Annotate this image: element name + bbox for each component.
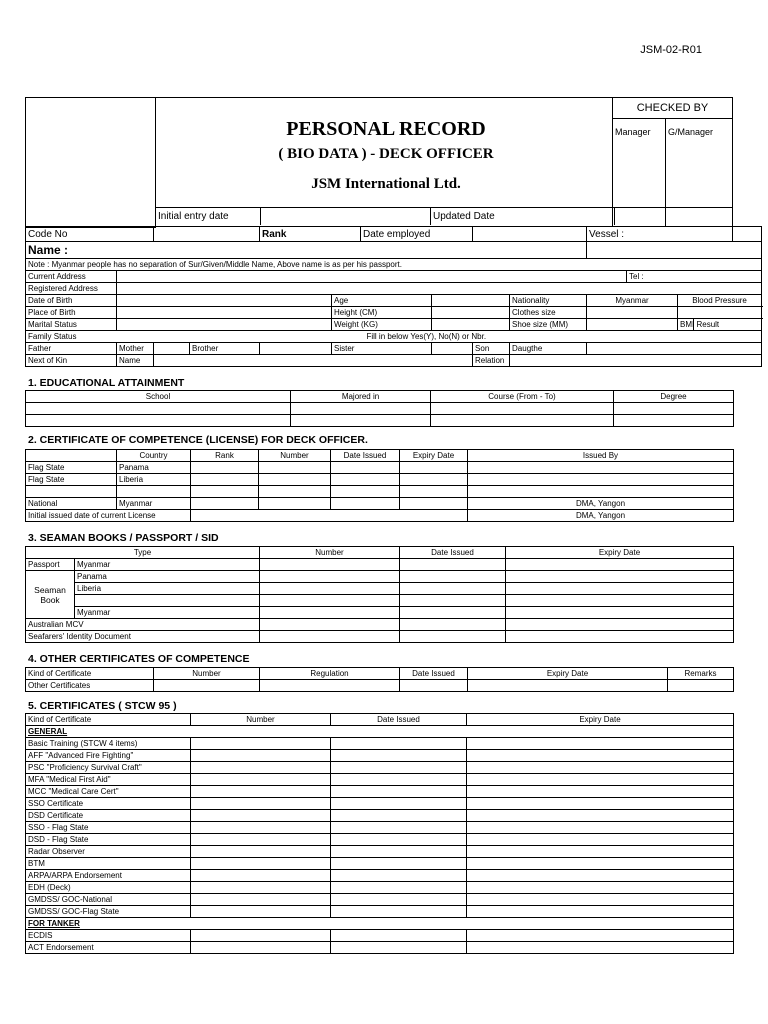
other-cert-date-issued[interactable] — [400, 680, 468, 692]
license-issued-by[interactable]: DMA, Yangon — [468, 498, 734, 510]
mcv-expiry[interactable] — [506, 619, 734, 631]
seaman-book-expiry[interactable] — [506, 607, 734, 619]
table-row — [26, 619, 734, 631]
certificate-number[interactable] — [191, 798, 331, 810]
certificate-name: BTM — [26, 858, 191, 870]
company-name: JSM International Ltd. — [311, 176, 461, 192]
certificate-number[interactable] — [191, 882, 331, 894]
major-field[interactable] — [291, 403, 431, 415]
general-group-text: GENERAL — [28, 727, 68, 736]
bmi-label: BMI Result — [678, 319, 694, 331]
seaman-book-country — [75, 595, 260, 607]
form-code: JSM-02-R01 — [640, 44, 702, 56]
certificate-name: MCC "Medical Care Cert" — [26, 786, 191, 798]
name-label: Name : — [26, 242, 587, 259]
certificate-date-issued[interactable] — [331, 810, 467, 822]
other-cert-header-row — [26, 668, 734, 680]
section-1-title: 1. EDUCATIONAL ATTAINMENT — [28, 377, 185, 389]
education-table — [25, 390, 734, 427]
certificate-date-issued[interactable] — [331, 894, 467, 906]
table-row — [26, 571, 734, 583]
sid-number[interactable] — [260, 631, 400, 643]
column-header: Date Issued — [331, 714, 467, 726]
license-field[interactable] — [259, 474, 331, 486]
table-row — [26, 774, 734, 786]
certificate-number[interactable] — [191, 942, 331, 954]
course-field[interactable] — [431, 403, 614, 415]
degree-field[interactable] — [614, 415, 734, 427]
license-field[interactable] — [400, 474, 468, 486]
certificate-date-issued[interactable] — [331, 774, 467, 786]
seaman-book-country: Panama — [75, 571, 260, 583]
daughter-field[interactable] — [587, 343, 762, 355]
column-header: Type — [26, 547, 260, 559]
license-issued-by[interactable] — [468, 474, 734, 486]
brother-field[interactable] — [260, 343, 332, 355]
vessel-label: Vessel : — [587, 227, 762, 242]
certificate-date-issued[interactable] — [331, 750, 467, 762]
other-cert-number[interactable] — [154, 680, 260, 692]
seaman-header-row — [26, 547, 734, 559]
seaman-book-date-issued[interactable] — [400, 607, 506, 619]
certificate-expiry[interactable] — [467, 882, 734, 894]
license-field[interactable] — [191, 462, 259, 474]
updated-date-label: Updated Date — [433, 211, 495, 222]
general-group — [26, 726, 734, 738]
seaman-book-number[interactable] — [260, 607, 400, 619]
age-field[interactable] — [432, 295, 510, 307]
column-header: Course (From - To) — [431, 391, 614, 403]
mcv-number[interactable] — [260, 619, 400, 631]
table-row — [26, 786, 734, 798]
father-label: Father — [26, 343, 117, 355]
sid-label: Seafarers' Identity Document — [26, 631, 260, 643]
certificate-date-issued[interactable] — [331, 870, 467, 882]
table-row — [26, 510, 734, 522]
certificate-expiry[interactable] — [467, 810, 734, 822]
column-header: Majored in — [291, 391, 431, 403]
marital-status-field[interactable] — [117, 319, 332, 331]
certificate-name: SSO - Flag State — [26, 822, 191, 834]
certificate-date-issued[interactable] — [331, 798, 467, 810]
column-header: Regulation — [260, 668, 400, 680]
certificate-expiry[interactable] — [467, 822, 734, 834]
license-label: Flag State — [26, 474, 117, 486]
column-header: Date Issued — [331, 450, 400, 462]
seaman-book-table — [25, 546, 734, 643]
marital-status-label: Marital Status — [26, 319, 117, 331]
license-field[interactable] — [259, 498, 331, 510]
license-country: Myanmar — [117, 498, 191, 510]
column-header: Kind of Certificate — [26, 668, 154, 680]
certificate-expiry[interactable] — [467, 942, 734, 954]
relation-label: Relation — [473, 355, 510, 367]
certificate-number[interactable] — [191, 738, 331, 750]
certificate-number[interactable] — [191, 870, 331, 882]
clothes-size-field[interactable] — [587, 307, 678, 319]
table-row — [26, 738, 734, 750]
table-row — [26, 750, 734, 762]
certificate-name: PSC "Proficiency Survival Craft" — [26, 762, 191, 774]
kin-name-label: Name — [117, 355, 154, 367]
initial-issued-field[interactable] — [191, 510, 468, 522]
license-country — [117, 486, 191, 498]
certificate-number[interactable] — [191, 762, 331, 774]
certificate-name: ARPA/ARPA Endorsement — [26, 870, 191, 882]
sister-label: Sister — [332, 343, 432, 355]
sid-date-issued[interactable] — [400, 631, 506, 643]
mcv-date-issued[interactable] — [400, 619, 506, 631]
code-no-label: Code No — [26, 227, 154, 242]
seaman-book-expiry[interactable] — [506, 595, 734, 607]
certificate-number[interactable] — [191, 858, 331, 870]
column-header: Expiry Date — [468, 668, 668, 680]
license-field[interactable] — [259, 462, 331, 474]
name-extra-field[interactable] — [587, 242, 762, 259]
certificate-expiry[interactable] — [467, 738, 734, 750]
passport-expiry[interactable] — [506, 559, 734, 571]
certificate-date-issued[interactable] — [331, 882, 467, 894]
table-row — [26, 870, 734, 882]
license-field[interactable] — [331, 498, 400, 510]
certificate-number[interactable] — [191, 774, 331, 786]
license-label — [26, 486, 117, 498]
license-field[interactable] — [259, 486, 331, 498]
dob-label: Date of Birth — [26, 295, 117, 307]
date-employed-field[interactable] — [473, 227, 587, 242]
certificate-expiry[interactable] — [467, 870, 734, 882]
column-header: Country — [117, 450, 191, 462]
column-header: Number — [154, 668, 260, 680]
column-header: Expiry Date — [400, 450, 468, 462]
section-3-title: 3. SEAMAN BOOKS / PASSPORT / SID — [28, 532, 219, 544]
certificate-expiry[interactable] — [467, 906, 734, 918]
certificate-expiry[interactable] — [467, 858, 734, 870]
course-field[interactable] — [431, 415, 614, 427]
passport-date-issued[interactable] — [400, 559, 506, 571]
certificate-expiry[interactable] — [467, 834, 734, 846]
nationality-value: Myanmar — [587, 295, 678, 307]
certificate-expiry[interactable] — [467, 894, 734, 906]
license-field[interactable] — [331, 486, 400, 498]
seaman-book-date-issued[interactable] — [400, 583, 506, 595]
license-country: Liberia — [117, 474, 191, 486]
column-header: Number — [260, 547, 400, 559]
certificate-date-issued[interactable] — [331, 942, 467, 954]
seaman-book-expiry[interactable] — [506, 571, 734, 583]
stcw-table — [25, 713, 734, 954]
photo-box[interactable] — [26, 98, 156, 228]
personal-details-table — [25, 226, 762, 367]
certificate-name: SSO Certificate — [26, 798, 191, 810]
column-header: School — [26, 391, 291, 403]
certificate-name: Basic Training (STCW 4 items) — [26, 738, 191, 750]
license-header-row — [26, 450, 734, 462]
weight-field[interactable] — [432, 319, 510, 331]
registered-address-label: Registered Address — [26, 283, 117, 295]
table-row — [26, 726, 734, 738]
seaman-book-number[interactable] — [260, 595, 400, 607]
certificate-date-issued[interactable] — [331, 846, 467, 858]
checked-by-label: CHECKED BY — [613, 98, 732, 119]
dob-field[interactable] — [117, 295, 332, 307]
table-row — [26, 858, 734, 870]
sister-field[interactable] — [432, 343, 473, 355]
australian-mcv-label: Australian MCV — [26, 619, 260, 631]
other-cert-regulation[interactable] — [260, 680, 400, 692]
section-2-title: 2. CERTIFICATE OF COMPETENCE (LICENSE) FOR DECK OFFICER. — [28, 434, 368, 446]
table-row — [26, 631, 734, 643]
table-row — [26, 474, 734, 486]
column-header: Date Issued — [400, 547, 506, 559]
certificate-name: GMDSS/ GOC-National — [26, 894, 191, 906]
school-field[interactable] — [26, 403, 291, 415]
current-address-field[interactable] — [117, 271, 627, 283]
certificate-date-issued[interactable] — [331, 762, 467, 774]
pob-field[interactable] — [117, 307, 332, 319]
certificate-date-issued[interactable] — [331, 786, 467, 798]
certificate-date-issued[interactable] — [331, 906, 467, 918]
certificate-expiry[interactable] — [467, 750, 734, 762]
registered-address-field[interactable] — [117, 283, 762, 295]
next-of-kin-label: Next of Kin — [26, 355, 117, 367]
table-row — [26, 583, 734, 595]
certificate-name: DSD Certificate — [26, 810, 191, 822]
table-row — [26, 882, 734, 894]
other-cert-expiry[interactable] — [468, 680, 668, 692]
certificate-date-issued[interactable] — [331, 930, 467, 942]
blood-pressure-label: Blood Pressure — [678, 295, 762, 307]
table-row — [26, 894, 734, 906]
table-row — [26, 822, 734, 834]
current-address-label: Current Address — [26, 271, 117, 283]
seaman-book-number[interactable] — [260, 583, 400, 595]
license-field[interactable] — [191, 498, 259, 510]
initial-issued-by: DMA, Yangon — [468, 510, 734, 522]
license-field[interactable] — [191, 474, 259, 486]
other-certificates-table — [25, 667, 734, 692]
license-field[interactable] — [400, 498, 468, 510]
degree-field[interactable] — [614, 403, 734, 415]
column-header: Degree — [614, 391, 734, 403]
brother-label: Brother — [190, 343, 260, 355]
table-row — [26, 486, 734, 498]
certificate-name: ACT Endorsement — [26, 942, 191, 954]
section-4-title: 4. OTHER CERTIFICATES OF COMPETENCE — [28, 653, 250, 665]
certificate-name: EDH (Deck) — [26, 882, 191, 894]
tel-label: Tel : — [627, 271, 762, 283]
seaman-book-country: Liberia — [75, 583, 260, 595]
column-header: Kind of Certificate — [26, 714, 191, 726]
seaman-book-number[interactable] — [260, 571, 400, 583]
other-cert-label: Other Certificates — [26, 680, 154, 692]
certificate-number[interactable] — [191, 750, 331, 762]
license-label: National — [26, 498, 117, 510]
initial-entry-label: Initial entry date — [158, 211, 229, 222]
column-header: Number — [191, 714, 331, 726]
license-label: Flag State — [26, 462, 117, 474]
table-row — [26, 559, 734, 571]
certificate-expiry[interactable] — [467, 774, 734, 786]
certificate-number[interactable] — [191, 822, 331, 834]
major-field[interactable] — [291, 415, 431, 427]
school-field[interactable] — [26, 415, 291, 427]
stcw-header-row — [26, 714, 734, 726]
code-no-field[interactable] — [154, 227, 260, 242]
column-header: Rank — [191, 450, 259, 462]
column-header — [26, 450, 117, 462]
license-issued-by[interactable] — [468, 462, 734, 474]
clothes-size-label: Clothes size — [510, 307, 587, 319]
seaman-book-date-issued[interactable] — [400, 595, 506, 607]
table-row — [26, 462, 734, 474]
certificate-name: ECDIS — [26, 930, 191, 942]
date-employed-label: Date employed — [361, 227, 473, 242]
age-label: Age — [332, 295, 432, 307]
manager-label: Manager — [615, 127, 651, 137]
license-issued-by[interactable] — [468, 486, 734, 498]
certificate-number[interactable] — [191, 786, 331, 798]
passport-number[interactable] — [260, 559, 400, 571]
blood-pressure-field[interactable] — [678, 307, 762, 319]
education-header-row — [26, 391, 734, 403]
license-field[interactable] — [400, 462, 468, 474]
license-field[interactable] — [331, 462, 400, 474]
entry-date-row — [156, 207, 732, 225]
relation-field[interactable] — [510, 355, 762, 367]
certificate-date-issued[interactable] — [331, 822, 467, 834]
certificate-number[interactable] — [191, 834, 331, 846]
seaman-book-country: Myanmar — [75, 607, 260, 619]
column-header: Expiry Date — [467, 714, 734, 726]
passport-label: Passport — [26, 559, 75, 571]
sid-expiry[interactable] — [506, 631, 734, 643]
license-country: Panama — [117, 462, 191, 474]
certificate-name: Radar Observer — [26, 846, 191, 858]
table-row — [26, 906, 734, 918]
certificate-date-issued[interactable] — [331, 738, 467, 750]
mother-field[interactable] — [154, 343, 190, 355]
table-row — [26, 834, 734, 846]
fill-note: Fill in below Yes(Y), No(N) or Nbr. — [366, 332, 487, 341]
seaman-book-date-issued[interactable] — [400, 571, 506, 583]
certificate-name: AFF "Advanced Fire Fighting" — [26, 750, 191, 762]
table-row — [26, 930, 734, 942]
certificate-expiry[interactable] — [467, 846, 734, 858]
tanker-group-text: FOR TANKER — [28, 919, 80, 928]
certificate-name: GMDSS/ GOC-Flag State — [26, 906, 191, 918]
gmanager-label: G/Manager — [668, 127, 714, 137]
table-row — [26, 762, 734, 774]
license-table — [25, 449, 734, 522]
certificate-number[interactable] — [191, 906, 331, 918]
table-row — [26, 942, 734, 954]
table-row — [26, 918, 734, 930]
mother-label: Mother — [117, 343, 154, 355]
column-header: Number — [259, 450, 331, 462]
certificate-name: MFA "Medical First Aid" — [26, 774, 191, 786]
certificate-expiry[interactable] — [467, 786, 734, 798]
certificate-number[interactable] — [191, 846, 331, 858]
shoe-size-label: Shoe size (MM) — [510, 319, 587, 331]
section-5-title: 5. CERTIFICATES ( STCW 95 ) — [28, 700, 177, 712]
table-row — [26, 607, 734, 619]
weight-label: Weight (KG) — [332, 319, 432, 331]
column-header: Expiry Date — [506, 547, 734, 559]
kin-name-field[interactable] — [154, 355, 473, 367]
license-field[interactable] — [331, 474, 400, 486]
certificate-number[interactable] — [191, 810, 331, 822]
table-row — [26, 595, 734, 607]
column-header: Remarks — [668, 668, 734, 680]
certificate-date-issued[interactable] — [331, 858, 467, 870]
family-status-row — [26, 331, 762, 343]
height-field[interactable] — [432, 307, 510, 319]
header-block — [25, 97, 733, 242]
rank-label: Rank — [260, 227, 361, 242]
certificate-expiry[interactable] — [467, 798, 734, 810]
daughter-label: Daugthe — [510, 343, 587, 355]
certificate-expiry[interactable] — [467, 930, 734, 942]
shoe-size-field[interactable] — [587, 319, 678, 331]
seaman-book-label: Seaman Book — [26, 571, 75, 619]
seaman-book-expiry[interactable] — [506, 583, 734, 595]
pob-label: Place of Birth — [26, 307, 117, 319]
other-cert-remarks[interactable] — [668, 680, 734, 692]
nationality-label: Nationality — [510, 295, 587, 307]
certificate-number[interactable] — [191, 894, 331, 906]
certificate-name: DSD - Flag State — [26, 834, 191, 846]
son-label: Son — [473, 343, 510, 355]
table-row — [26, 498, 734, 510]
certificate-number[interactable] — [191, 930, 331, 942]
table-row — [26, 846, 734, 858]
certificate-expiry[interactable] — [467, 762, 734, 774]
license-field[interactable] — [191, 486, 259, 498]
family-status-label: Family Status — [28, 332, 77, 341]
column-header: Issued By — [468, 450, 734, 462]
license-field[interactable] — [400, 486, 468, 498]
table-row — [26, 810, 734, 822]
passport-country: Myanmar — [75, 559, 260, 571]
table-row — [26, 798, 734, 810]
column-header: Date Issued — [400, 668, 468, 680]
page-title: PERSONAL RECORD — [286, 118, 486, 140]
tanker-group — [26, 918, 734, 930]
name-note: Note : Myanmar people has no separation of Sur/Given/Middle Name, Above name is as per his passport. — [26, 259, 762, 271]
height-label: Height (CM) — [332, 307, 432, 319]
initial-issued-label: Initial issued date of current License — [26, 510, 191, 522]
page-subtitle: ( BIO DATA ) - DECK OFFICER — [278, 146, 494, 162]
certificate-date-issued[interactable] — [331, 834, 467, 846]
